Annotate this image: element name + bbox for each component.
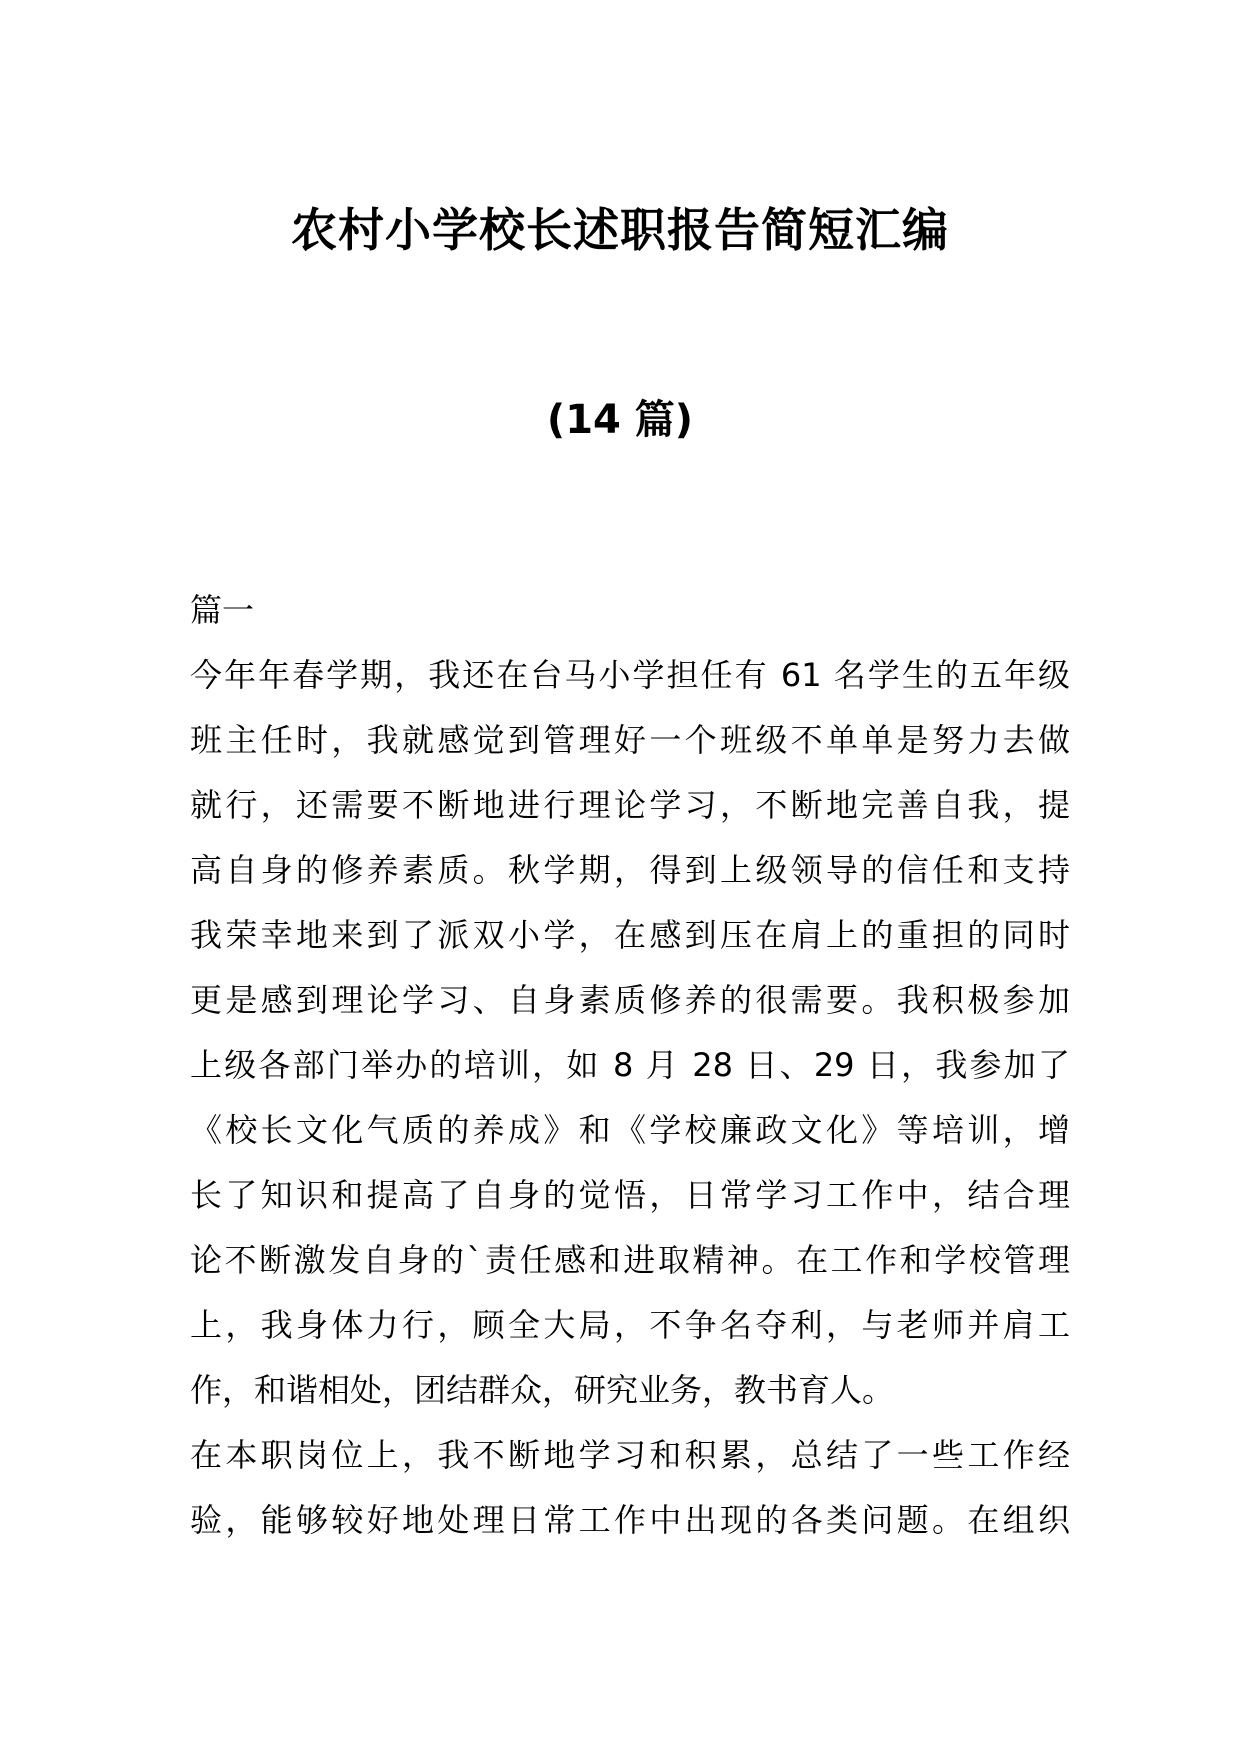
paragraph-line: 论不断激发自身的`责任感和进取精神。在工作和学校管理 <box>190 1241 1070 1279</box>
document-title: 农村小学校长述职报告简短汇编 <box>291 203 949 257</box>
paragraph-line: 在本职岗位上，我不断地学习和积累，总结了一些工作经 <box>190 1436 1070 1474</box>
paragraph-line: 作，和谐相处，团结群众，研究业务，教书育人。 <box>190 1371 895 1409</box>
section-heading: 篇一 <box>190 591 255 629</box>
paragraph-line: 《校长文化气质的养成》和《学校廉政文化》等培训，增 <box>190 1111 1070 1149</box>
paragraph-line: 更是感到理论学习、自身素质修养的很需要。我积极参加 <box>190 981 1070 1019</box>
paragraph-line: 班主任时，我就感觉到管理好一个班级不单单是努力去做 <box>190 721 1070 759</box>
paragraph-line: 长了知识和提高了自身的觉悟，日常学习工作中，结合理 <box>190 1176 1070 1214</box>
document-subtitle: (14 篇) <box>546 397 694 443</box>
paragraph-line: 高自身的修养素质。秋学期，得到上级领导的信任和支持 <box>190 851 1070 889</box>
paragraph-line: 就行，还需要不断地进行理论学习，不断地完善自我，提 <box>190 786 1070 824</box>
document-body <box>190 578 1070 1553</box>
paragraph-line: 验，能够较好地处理日常工作中出现的各类问题。在组织 <box>190 1501 1070 1539</box>
paragraph-line: 上级各部门举办的培训，如 8 月 28 日、29 日，我参加了 <box>190 1046 1070 1084</box>
paragraph-line: 上，我身体力行，顾全大局，不争名夺利，与老师并肩工 <box>190 1306 1070 1344</box>
paragraph-line: 今年年春学期，我还在台马小学担任有 61 名学生的五年级 <box>190 656 1070 694</box>
paragraph-line: 我荣幸地来到了派双小学，在感到压在肩上的重担的同时 <box>190 916 1070 954</box>
